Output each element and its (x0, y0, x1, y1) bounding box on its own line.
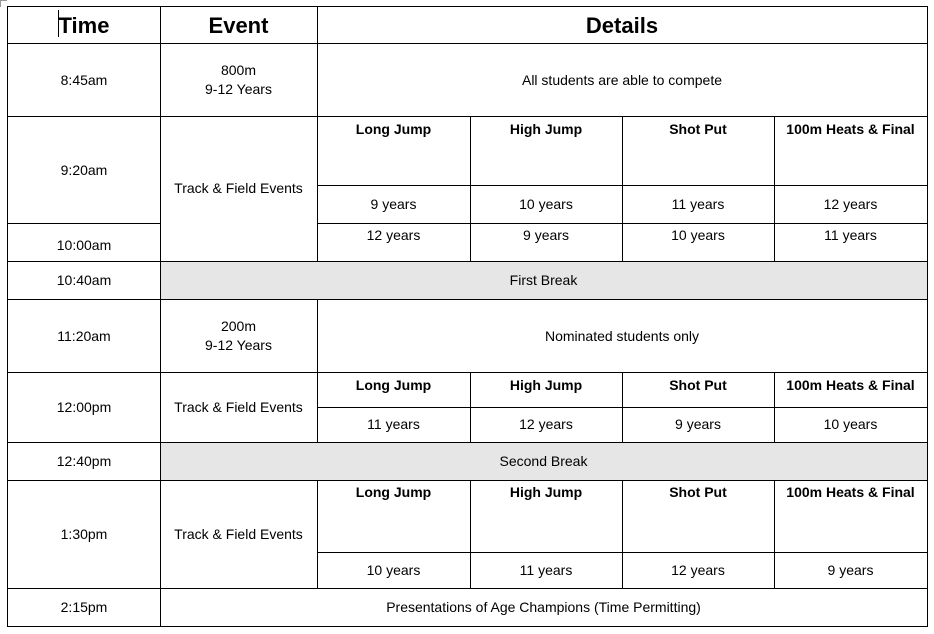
grid-line (470, 117, 471, 262)
grid-line (317, 480, 318, 589)
grid-line (774, 373, 775, 443)
event-age-range: 9-12 Years (205, 81, 272, 97)
event-name-100m: 100m Heats & Final (786, 484, 915, 500)
grid-line (470, 373, 471, 443)
grid-line (8, 626, 928, 627)
age-cell: 12 years (823, 195, 878, 212)
grid-line (8, 223, 160, 224)
event-age-range: 9-12 Years (205, 337, 272, 353)
event-name-long-jump: Long Jump (355, 377, 432, 393)
grid-line (8, 480, 928, 481)
age-cell: 10 years (519, 195, 573, 212)
age-cell: 12 years (366, 227, 421, 243)
header-details: Details (585, 12, 659, 38)
age-cell: 12 years (671, 561, 725, 578)
time-cell: 12:40pm (56, 452, 112, 469)
age-cell: 11 years (519, 561, 573, 578)
event-cell (160, 299, 317, 373)
grid-line (8, 261, 928, 262)
time-cell: 10:40am (56, 271, 112, 288)
time-cell: 1:30pm (60, 525, 108, 542)
event-name-long-jump: Long Jump (355, 484, 432, 500)
age-cell: 9 years (370, 195, 417, 212)
event-cell: Track & Field Events (174, 399, 303, 415)
text-cursor (58, 10, 59, 37)
grid-line (7, 6, 8, 627)
age-cell: 10 years (366, 561, 421, 578)
time-cell: 8:45am (60, 71, 108, 88)
grid-line (8, 6, 928, 7)
grid-line (8, 442, 928, 443)
header-event: Event (208, 12, 269, 38)
first-break-cell: First Break (160, 261, 927, 299)
event-name-long-jump: Long Jump (355, 121, 432, 137)
age-cell: 9 years (523, 227, 569, 243)
grid-line (622, 373, 623, 443)
grid-line (470, 480, 471, 589)
grid-line (774, 480, 775, 589)
event-cell: Track & Field Events (174, 525, 303, 542)
details-cell: All students are able to compete (521, 71, 722, 88)
age-cell: 9 years (827, 561, 874, 578)
grid-line (317, 299, 318, 443)
event-name-100m: 100m Heats & Final (786, 377, 915, 393)
page-corner-mark (0, 0, 7, 7)
grid-line (622, 480, 623, 589)
event-cell: Track & Field Events (174, 180, 303, 196)
event-name-shot-put: Shot Put (669, 484, 727, 500)
event-cell (160, 43, 317, 117)
event-name-high-jump: High Jump (509, 484, 583, 500)
age-cell: 11 years (671, 195, 725, 212)
time-cell: 11:20am (57, 327, 111, 344)
grid-line (927, 6, 928, 627)
grid-line (8, 116, 928, 117)
age-cell: 10 years (671, 227, 725, 243)
grid-line (8, 299, 928, 300)
grid-line (8, 43, 928, 44)
grid-line (622, 117, 623, 262)
presentations-cell: Presentations of Age Champions (Time Permitting) (386, 598, 701, 615)
grid-line (8, 372, 928, 373)
event-distance: 200m (220, 318, 257, 334)
event-name-high-jump: High Jump (509, 121, 583, 137)
details-cell: Nominated students only (544, 327, 700, 344)
event-name-shot-put: Shot Put (669, 121, 727, 137)
time-cell: 2:15pm (60, 598, 108, 615)
event-name-high-jump: High Jump (509, 377, 583, 393)
grid-line (8, 588, 928, 589)
grid-line (317, 6, 318, 262)
header-time: Time (58, 12, 110, 38)
grid-line (774, 117, 775, 262)
age-cell: 11 years (367, 416, 420, 432)
time-cell: 9:20am (60, 161, 108, 178)
second-break-cell: Second Break (160, 442, 927, 480)
age-cell: 10 years (823, 416, 878, 432)
age-cell: 9 years (675, 416, 721, 432)
time-cell: 10:00am (56, 236, 112, 253)
age-cell: 12 years (519, 416, 573, 432)
age-cell: 11 years (824, 227, 877, 243)
event-name-100m: 100m Heats & Final (786, 121, 915, 137)
event-distance: 800m (220, 62, 257, 78)
event-name-shot-put: Shot Put (669, 377, 727, 393)
time-cell: 12:00pm (56, 399, 112, 415)
grid-line (160, 6, 161, 627)
